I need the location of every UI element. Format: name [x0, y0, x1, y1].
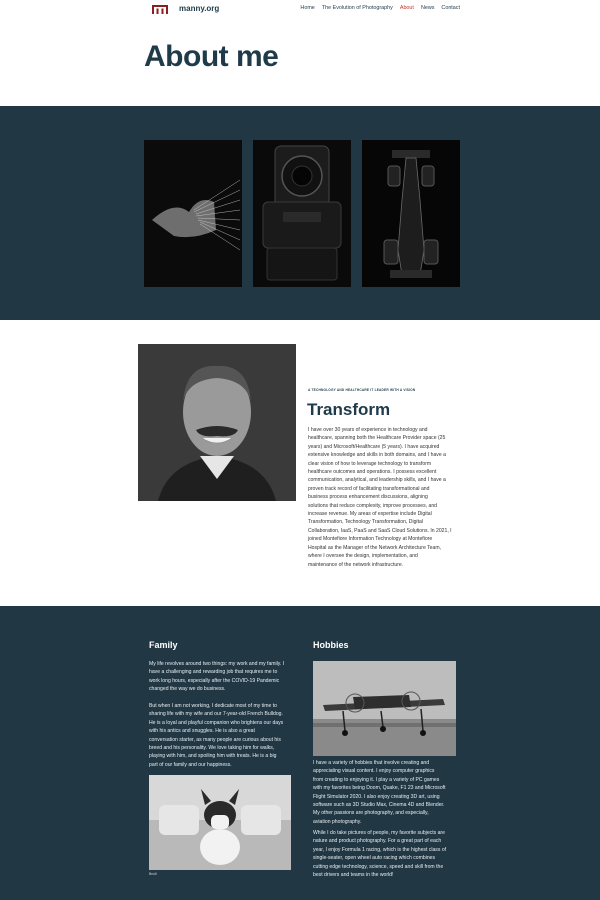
family-paragraph-1: My life revolves around two things: my work and my family. I have a challenging and rewarding job that requires me to work long hours, especially after the COVID-19 Pandemic changed the way we do business. — [149, 661, 285, 693]
about-heading: Transform — [307, 400, 391, 419]
hobbies-paragraph-1: I have a variety of hobbies that involve creating and appreciating visual content. I enjoy computer graphics from creating to enjoying it. I play a variety of PC games with my favorites being Doom, Quake, F1 23 and Microsoft Flight Simulator 2020. I also enjoy creating 3D art, using software such as 3D Studio Max, Cinema 4D and Blender. My other passions are photography, and especially, aviation photography. — [313, 760, 446, 825]
nav-about[interactable]: About — [399, 5, 414, 11]
aircraft-photo — [313, 661, 456, 756]
page-title: About me — [144, 40, 279, 73]
portrait-photo — [138, 344, 296, 501]
camera-image — [253, 140, 351, 287]
hobbies-heading: Hobbies — [313, 640, 349, 650]
manny-logo-icon[interactable] — [152, 4, 168, 15]
hobbies-paragraph-2: While I do take pictures of people, my favorite subjects are nature and product photography. For a great part of each year, I enjoy Formula 1 racing, which is the highest class of single-seater, open wheel auto racing which combines cutting edge technology, science, speed and skill from the best drivers and teams in the world! — [313, 830, 447, 879]
main-nav — [300, 5, 460, 11]
nav-home[interactable]: Home — [300, 5, 315, 11]
nav-evolution-of-photography[interactable]: The Evolution of Photography — [321, 5, 393, 11]
gallery-band — [0, 106, 600, 320]
formula-one-car-image — [362, 140, 460, 287]
family-heading: Family — [149, 640, 178, 650]
family-paragraph-2: But when I am not working, I dedicate most of my time to sharing life with my wife and our 7-year-old French Bulldog. He is a loyal and playful companion who brightens our days with his antics and snuggles. He is also a great conversation starter, as many people are curious about his breed and his personality. We love taking him for walks, playing with him, and spoiling him with treats. He is a big part of our family and our happiness. — [149, 703, 284, 768]
site-header — [0, 0, 600, 20]
about-kicker: A TECHNOLOGY AND HEALTHCARE IT LEADER WITH A VISION — [308, 388, 416, 392]
site-name[interactable]: manny.org — [179, 4, 220, 13]
family-hobbies-band — [0, 606, 600, 900]
about-bio: I have over 30 years of experience in technology and healthcare, spanning both the Healthcare Provider space (25 years) and Microsoft/Healthcare (5 years). I have acquired extensive knowledge and skills in both domains, and I have a clear vision of how to leverage technology to transform healthcare outcomes and operations. I possess excellent communication, analytical, and leadership skills, and I have a proven track record of facilitating transformational and business process enhancement discussions, aligning solutions that reduce complexity, improve processes, and increase revenue. My areas of expertise include Digital Transformation, Technology Transformation, Digital Collaboration, IaaS, PaaS and SaaS Cloud Solutions. In 2021, I joined Montefiore Information Technology at Montefiore Hospital as the Manager of the Network Architecture Team, where I oversee the design, implementation, and maintenance of the network infrastructure. — [308, 427, 452, 568]
nav-news[interactable]: News — [420, 5, 435, 11]
hand-light-art-image — [144, 140, 242, 287]
nav-contact[interactable]: Contact — [441, 5, 460, 11]
french-bulldog-photo — [149, 775, 291, 870]
dog-caption: Bruiti — [149, 872, 157, 876]
